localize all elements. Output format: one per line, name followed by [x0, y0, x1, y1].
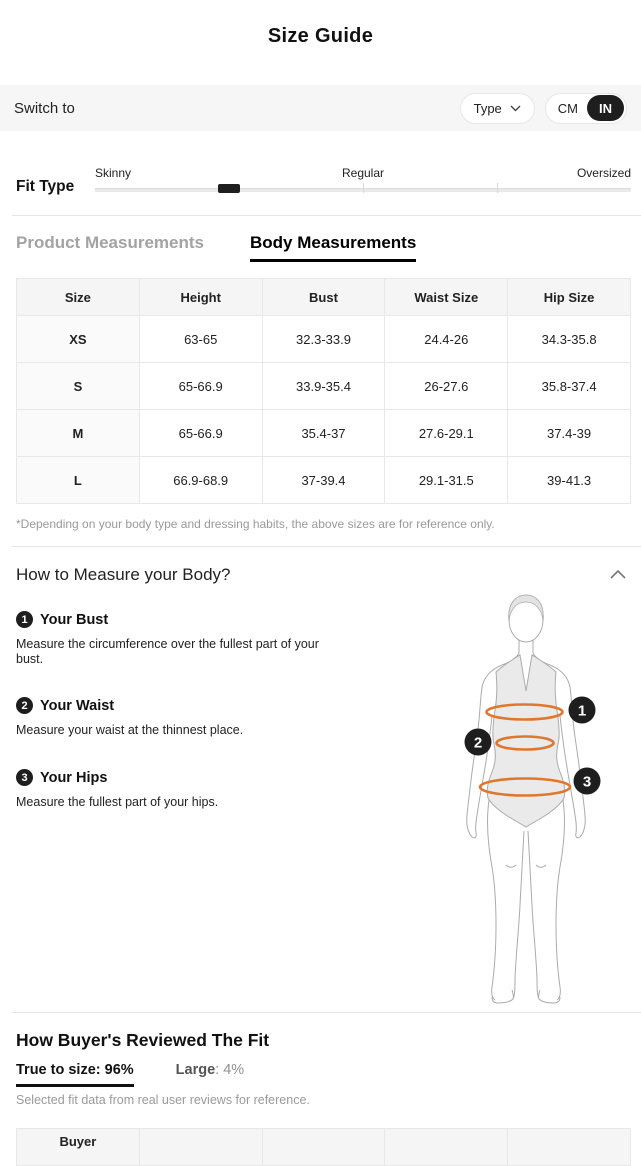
cell-size: L: [17, 457, 140, 504]
column-header-empty: [385, 1129, 508, 1166]
switch-controls: [460, 93, 627, 124]
measure-item-bust-title: [16, 611, 108, 628]
chevron-up-icon[interactable]: [609, 568, 627, 582]
divider: [12, 215, 641, 216]
fit-type-tick: [497, 183, 498, 193]
fit-type-section: [0, 163, 641, 209]
unit-toggle[interactable]: [545, 93, 627, 124]
measure-item-hips-label: Your Hips: [40, 769, 108, 786]
chevron-down-icon: [510, 105, 521, 112]
cell-hip: 39-41.3: [508, 457, 631, 504]
step-3-badge: 3: [16, 769, 33, 786]
buyer-review-title: How Buyer's Reviewed The Fit: [16, 1030, 270, 1050]
stat-large-label: Large: [175, 1062, 216, 1078]
table-row: [17, 363, 631, 410]
column-header-buyer: Buyer: [17, 1129, 140, 1166]
page-title: Size Guide: [267, 25, 374, 47]
cell-height: 65-66.9: [139, 363, 262, 410]
column-header-hip: Hip Size: [508, 279, 631, 316]
step-1-badge: 1: [16, 611, 33, 628]
switch-to-label: Switch to: [14, 99, 75, 117]
stat-true-to-size[interactable]: [16, 1062, 134, 1087]
cell-bust: 33.9-35.4: [262, 363, 385, 410]
cell-size: S: [17, 363, 140, 410]
body-measurements-table: [16, 278, 631, 504]
figure-badge-3-number: 3: [582, 773, 592, 791]
fit-review-stats: [16, 1062, 244, 1087]
unit-option-cm[interactable]: CM: [557, 100, 578, 116]
fit-type-tick: [363, 183, 364, 193]
column-header-empty: [139, 1129, 262, 1166]
cell-bust: 37-39.4: [262, 457, 385, 504]
switch-bar: [0, 85, 641, 131]
measurement-tabs: [16, 233, 416, 262]
measure-item-bust-label: Your Bust: [40, 611, 109, 628]
cell-size: XS: [17, 316, 140, 363]
cell-bust: 32.3-33.9: [262, 316, 385, 363]
cell-hip: 37.4-39: [508, 410, 631, 457]
stat-large[interactable]: [176, 1062, 245, 1078]
cell-waist: 26-27.6: [385, 363, 508, 410]
step-2-badge: 2: [16, 697, 33, 714]
cell-height: 65-66.9: [139, 410, 262, 457]
measure-item-waist-desc: Measure your waist at the thinnest place.: [16, 723, 244, 737]
cell-size: M: [17, 410, 140, 457]
column-header-size: Size: [17, 279, 140, 316]
column-header-empty: [262, 1129, 385, 1166]
cell-bust: 35.4-37: [262, 410, 385, 457]
body-figure-illustration: [430, 593, 641, 1007]
type-dropdown-button[interactable]: [460, 93, 535, 124]
fit-type-scale: [95, 166, 631, 181]
measure-item-hips-desc: Measure the fullest part of your hips.: [16, 795, 219, 809]
scale-label-regular: Regular: [341, 166, 385, 180]
column-header-bust: Bust: [262, 279, 385, 316]
measure-item-waist-label: Your Waist: [40, 697, 115, 714]
figure-left-leg: [488, 800, 524, 1003]
stat-separator: :: [95, 1062, 105, 1078]
stat-true-to-size-value: 96%: [104, 1062, 134, 1078]
type-dropdown-label: Type: [473, 100, 502, 116]
figure-badge-1-number: 1: [577, 702, 587, 720]
fit-type-label: Fit Type: [16, 178, 75, 195]
cell-hip: 35.8-37.4: [508, 363, 631, 410]
measure-item-hips-title: [16, 769, 107, 786]
table-row: [17, 457, 631, 504]
review-data-note: Selected fit data from real user reviews for reference.: [16, 1093, 310, 1107]
stat-large-value: 4%: [223, 1062, 245, 1078]
cell-waist: 24.4-26: [385, 316, 508, 363]
tab-product-measurements[interactable]: Product Measurements: [16, 233, 204, 252]
unit-option-in[interactable]: IN: [587, 95, 624, 121]
column-header-height: Height: [139, 279, 262, 316]
size-disclaimer: *Depending on your body type and dressing habits, the above sizes are for reference only.: [16, 517, 495, 531]
table-row: [17, 316, 631, 363]
figure-badge-2-number: 2: [473, 734, 483, 752]
divider: [12, 1012, 641, 1013]
column-header-empty: [508, 1129, 631, 1166]
figure-right-leg: [528, 800, 564, 1003]
scale-label-skinny: Skinny: [95, 166, 132, 180]
stat-true-to-size-label: True to size: [16, 1062, 96, 1078]
measure-item-waist-title: [16, 697, 114, 714]
stat-separator: :: [215, 1062, 224, 1078]
cell-height: 63-65: [139, 316, 262, 363]
fit-type-slider: [95, 163, 631, 203]
measure-item-bust-desc: Measure the circumference over the fullest part of your bust.: [16, 637, 319, 666]
cell-waist: 27.6-29.1: [385, 410, 508, 457]
fit-type-indicator[interactable]: [218, 184, 240, 193]
how-to-measure-title[interactable]: How to Measure your Body?: [16, 565, 231, 584]
cell-waist: 29.1-31.5: [385, 457, 508, 504]
cell-hip: 34.3-35.8: [508, 316, 631, 363]
table-header-row: [17, 1129, 631, 1166]
divider: [12, 546, 641, 547]
tab-body-measurements[interactable]: Body Measurements: [250, 233, 416, 262]
buyer-review-table: [16, 1128, 631, 1166]
table-row: [17, 410, 631, 457]
column-header-waist: Waist Size: [385, 279, 508, 316]
cell-height: 66.9-68.9: [139, 457, 262, 504]
scale-label-oversized: Oversized: [576, 166, 631, 180]
table-header-row: [17, 279, 631, 316]
